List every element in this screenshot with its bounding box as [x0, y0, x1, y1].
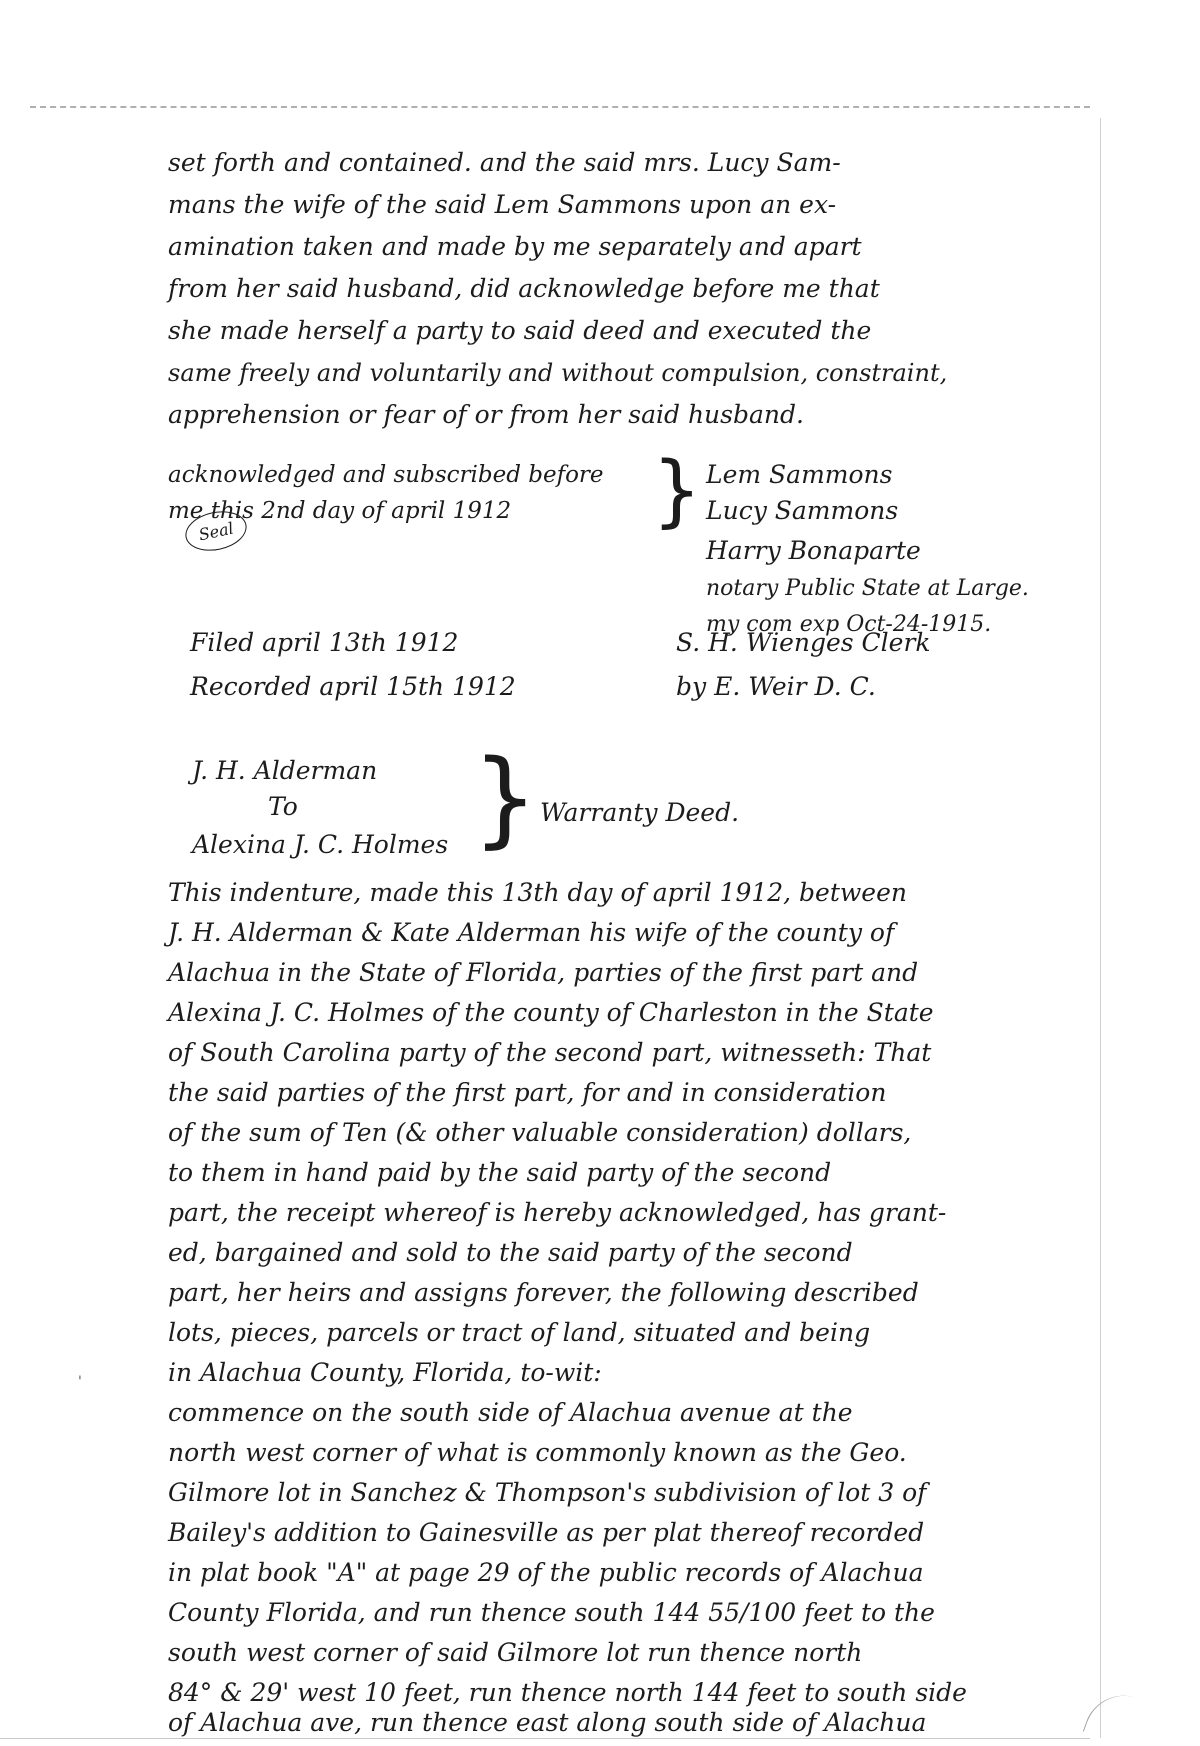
- right-margin-line: [1100, 118, 1101, 1738]
- deed-line: in plat book "A" at page 29 of the public records of Alachua: [168, 1558, 924, 1587]
- deed-line: the said parties of the first part, for and in consideration: [168, 1078, 887, 1107]
- deed-line: Gilmore lot in Sanchez & Thompson's subdivision of lot 3 of: [168, 1478, 927, 1507]
- continuation-line: set forth and contained. and the said mrs. Lucy Sam-: [168, 148, 841, 177]
- continuation-line: same freely and voluntarily and without compulsion, constraint,: [168, 359, 948, 387]
- filed-date: Filed april 13th 1912: [190, 628, 459, 657]
- signature-line: my com exp Oct-24-1915.: [706, 612, 992, 637]
- grantee-name: Alexina J. C. Holmes: [192, 830, 449, 859]
- deed-line: in Alachua County, Florida, to-wit:: [168, 1358, 602, 1387]
- acknowledgment-line: me this 2nd day of april 1912: [168, 498, 512, 524]
- deed-line: of the sum of Ten (& other valuable consideration) dollars,: [168, 1118, 912, 1147]
- bottom-scan-rule: [0, 1738, 1090, 1739]
- deed-line: commence on the south side of Alachua avenue at the: [168, 1398, 853, 1427]
- stray-ink-mark: ': [78, 1374, 82, 1390]
- grantor-name: J. H. Alderman: [192, 756, 378, 785]
- signature-line: Harry Bonaparte: [706, 536, 921, 565]
- deed-line: Alexina J. C. Holmes of the county of Charleston in the State: [168, 998, 934, 1027]
- deed-line: J. H. Alderman & Kate Alderman his wife of the county of: [168, 918, 895, 947]
- signature-line: notary Public State at Large.: [706, 576, 1029, 601]
- deed-line: Alachua in the State of Florida, parties of the first part and: [168, 958, 919, 987]
- recorded-date: Recorded april 15th 1912: [190, 672, 516, 701]
- deputy-signature: by E. Weir D. C.: [676, 672, 876, 701]
- page-curl-mark: [1083, 1684, 1139, 1745]
- continuation-line: amination taken and made by me separately and apart: [168, 232, 862, 261]
- deed-line: of South Carolina party of the second part, witnesseth: That: [168, 1038, 932, 1067]
- continuation-line: mans the wife of the said Lem Sammons upon an ex-: [168, 190, 837, 219]
- deed-line: 84° & 29' west 10 feet, run thence north 144 feet to south side: [168, 1678, 967, 1707]
- heading-brace: }: [472, 737, 539, 859]
- signature-line: Lem Sammons: [706, 460, 893, 489]
- deed-line: ed, bargained and sold to the said party of the second: [168, 1238, 853, 1267]
- seal-label: Seal: [196, 518, 236, 544]
- deed-line: Bailey's addition to Gainesville as per plat thereof recorded: [168, 1518, 925, 1547]
- acknowledgment-brace: }: [652, 446, 702, 536]
- deed-line: part, her heirs and assigns forever, the following described: [168, 1278, 919, 1307]
- continuation-line: apprehension or fear of or from her said husband.: [168, 400, 804, 429]
- deed-line: lots, pieces, parcels or tract of land, situated and being: [168, 1318, 871, 1347]
- deed-line: part, the receipt whereof is hereby acknowledged, has grant-: [168, 1198, 947, 1227]
- deed-line: north west corner of what is commonly known as the Geo.: [168, 1438, 907, 1467]
- deed-line: south west corner of said Gilmore lot run thence north: [168, 1638, 863, 1667]
- continuation-line: she made herself a party to said deed and executed the: [168, 316, 872, 345]
- top-scan-rule: [30, 106, 1090, 108]
- clerk-signature: S. H. Wienges Clerk: [676, 628, 931, 657]
- deed-type: Warranty Deed.: [540, 798, 740, 827]
- deed-line: to them in hand paid by the said party of the second: [168, 1158, 832, 1187]
- continuation-line: from her said husband, did acknowledge before me that: [168, 274, 880, 303]
- deed-line: County Florida, and run thence south 144 55/100 feet to the: [168, 1598, 935, 1627]
- to-label: To: [268, 792, 298, 821]
- acknowledgment-line: acknowledged and subscribed before: [168, 462, 604, 488]
- deed-line: of Alachua ave, run thence east along south side of Alachua: [168, 1708, 927, 1737]
- deed-line: This indenture, made this 13th day of april 1912, between: [168, 878, 907, 907]
- signature-line: Lucy Sammons: [706, 496, 899, 525]
